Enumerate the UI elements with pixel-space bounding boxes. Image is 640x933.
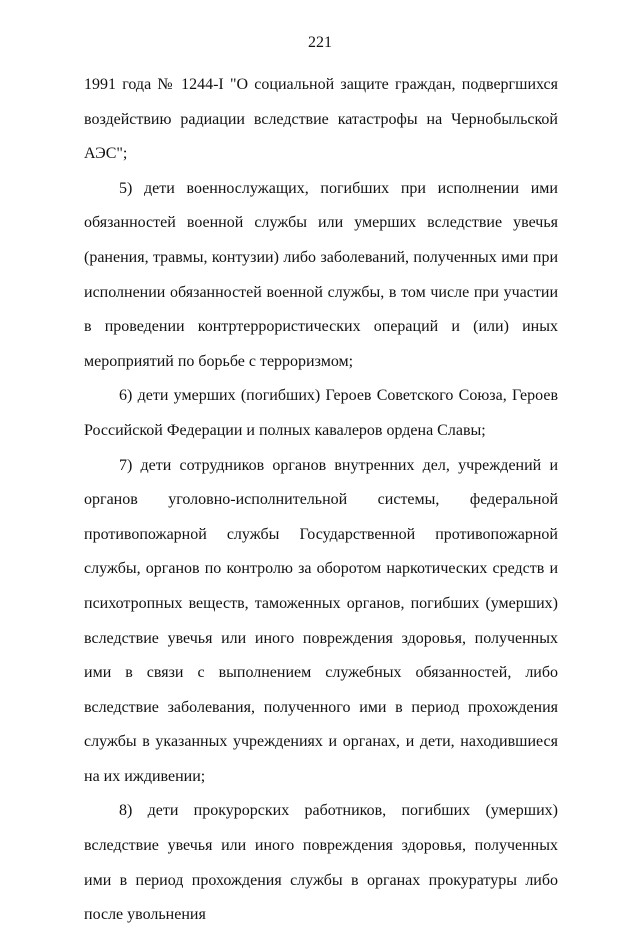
paragraph-law-reference: 1991 года № 1244-I "О социальной защите граждан, подвергшихся воздействию радиации вследствие катастрофы на Чернобыльской АЭС"; bbox=[84, 76, 558, 163]
paragraph-item-8: 8) дети прокурорских работников, погибших (умерших) вследствие увечья или иного повреждения здоровья, полученных ими в период прохождения службы в органах прокуратуры либо после увольнения bbox=[84, 802, 558, 924]
paragraph-item-6: 6) дети умерших (погибших) Героев Советского Союза, Героев Российской Федерации и полных кавалеров ордена Славы; bbox=[84, 387, 558, 439]
paragraph-item-5: 5) дети военнослужащих, погибших при исполнении ими обязанностей военной службы или умерших вследствие увечья (ранения, травмы, контузии) либо заболеваний, полученных ими при исполнении обязанностей военной службы, в том числе при участии в проведении контртеррористических операций и (или) иных мероприятий по борьбе с терроризмом; bbox=[84, 179, 558, 370]
paragraph-item-7: 7) дети сотрудников органов внутренних дел, учреждений и органов уголовно-исполнительной системы, федеральной противопожарной службы Государственной противопожарной службы, органов по контролю за оборотом наркотических средств и психотропных веществ, таможенных органов, погибших (умерших) вследствие увечья или иного повреждения здоровья, полученных ими в связи с выполнением служебных обязанностей, либо вследствие заболевания, полученного ими в период прохождения службы в указанных учреждениях и органах, и дети, находившиеся на их иждивении; bbox=[84, 456, 558, 785]
page-number: 221 bbox=[308, 34, 332, 51]
document-body bbox=[84, 68, 558, 933]
